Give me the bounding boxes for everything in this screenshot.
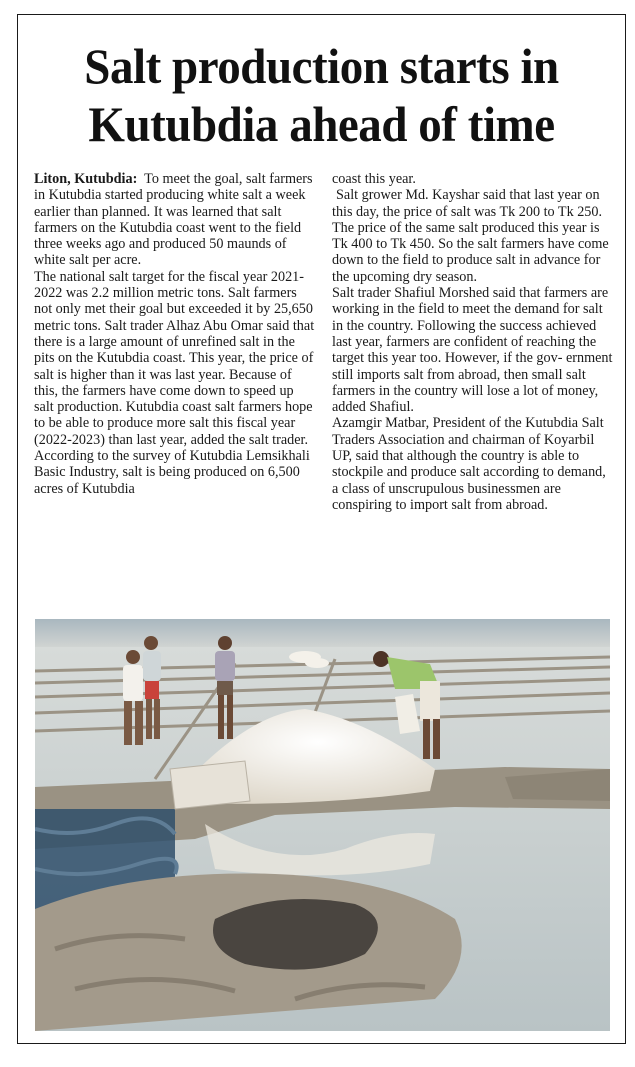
paragraph-text: To meet the goal, salt farmers in Kutubdia started producing white salt a week earlier than planned. It was learned that salt farmers on the Kutubdia coast went to the field three weeks ago and produced 50 maunds of white salt per acre. <box>34 171 313 269</box>
headline-line-2: Kutubdia ahead of time <box>88 96 555 152</box>
paragraph: Azamgir Matbar, President of the Kutubdia Salt Traders Association and chairman of Koyarbil UP, said that although the country is able to stockpile and produce salt according to demand, a class of unscrupulous businessmen are conspiring to import salt from abroad. <box>332 415 606 513</box>
paragraph <box>34 171 316 269</box>
newspaper-clipping <box>17 14 626 1044</box>
article-body <box>34 171 614 619</box>
paragraph: Salt trader Shafiul Morshed said that farmers are working in the field to meet the demand for salt in the country. Following the success achieved last year, farmers are confident of reaching the target this year too. However, if the gov- ernment still imports salt from abroad, then small salt farmers in the country will lose a lot of money, added Shafiul. <box>332 285 613 416</box>
headline <box>36 37 607 153</box>
salt-field-illustration <box>35 619 610 1031</box>
paragraph: The national salt target for the fiscal year 2021-2022 was 2.2 million metric tons. Salt farmers not only met their goal but exceeded it by 25,650 metric tons. Salt trader Alhaz Abu Omar said that there is a large amount of unrefined salt in the pits on the Kutubdia coast. This year, the price of salt is higher than it was last year. Because of this, the farmers have come down to speed up salt production. Kutubdia coast salt farmers hope to be able to produce more salt this fiscal year (2022-2023) than last year, added the salt trader. <box>34 268 315 448</box>
paragraph: Salt grower Md. Kayshar said that last year on this day, the price of salt was Tk 200 to Tk 250. The price of the same salt produced this year is Tk 400 to Tk 450. So the salt farmers have come down to the field to produce salt in advance for the upcoming dry season. <box>332 187 609 285</box>
mud-pit-hole <box>213 899 378 970</box>
column-right <box>332 171 614 619</box>
paragraph: coast this year. <box>332 171 416 187</box>
salt-field-photo <box>35 619 610 1031</box>
salt-bag <box>170 761 250 809</box>
column-left <box>34 171 316 619</box>
headline-line-1: Salt production starts in <box>84 38 559 94</box>
sky <box>35 619 610 649</box>
byline: Liton, Kutubdia: <box>34 171 138 187</box>
paragraph: According to the survey of Kutubdia Lemsikhali Basic Industry, salt is being produced on 6,500 acres of Kutubdia <box>34 448 310 497</box>
